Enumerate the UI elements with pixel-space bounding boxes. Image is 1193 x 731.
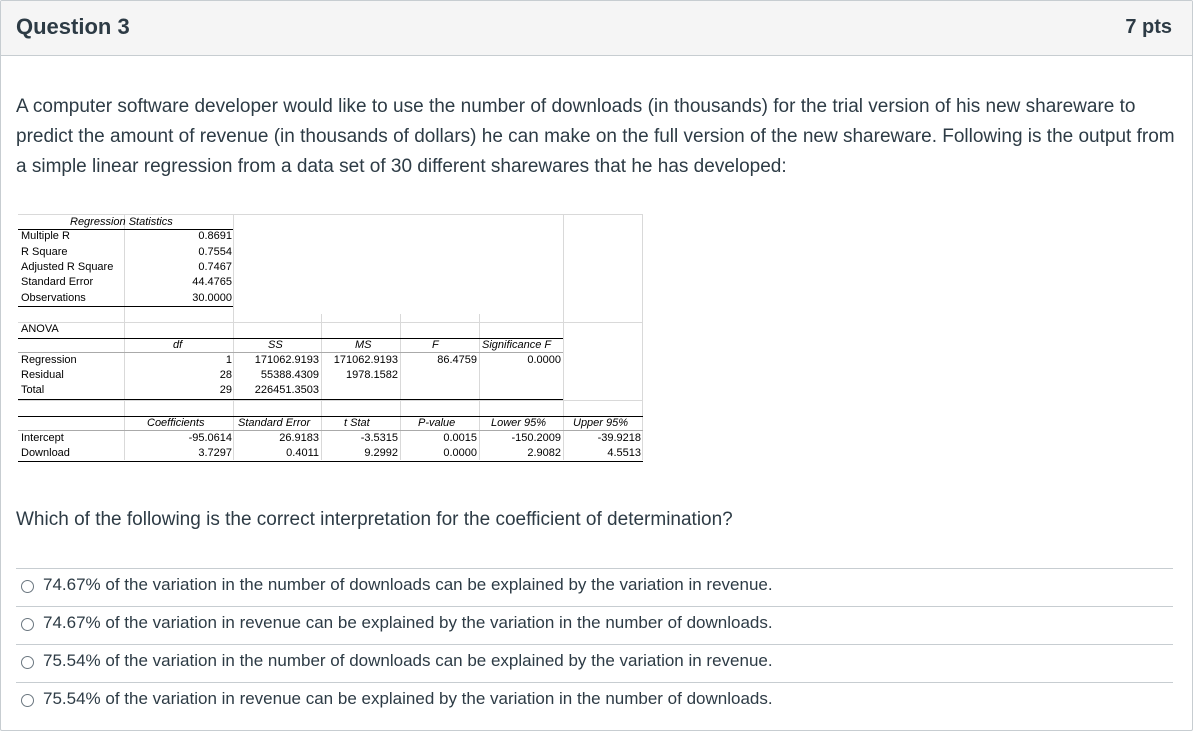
anova-row-label: Residual xyxy=(21,369,64,381)
answer-option[interactable] xyxy=(16,682,1173,720)
anova-cell-ms: 1978.1582 xyxy=(346,369,398,381)
question-prompt: Which of the following is the correct interpretation for the coefficient of determination? xyxy=(16,509,733,530)
coef-cell-p-value: 0.0015 xyxy=(443,432,477,444)
anova-cell-ss: 171062.9193 xyxy=(254,354,319,366)
coef-cell-t-stat: 9.2992 xyxy=(364,447,398,459)
stat-label: Adjusted R Square xyxy=(21,261,114,273)
stat-label: R Square xyxy=(21,246,68,258)
anova-header-ss: SS xyxy=(268,339,283,351)
coef-cell-upper-95: -39.9218 xyxy=(597,432,641,444)
stat-label: Observations xyxy=(21,292,86,304)
regression-output-table xyxy=(18,214,643,464)
anova-cell-df: 28 xyxy=(219,369,232,381)
anova-row-label: Regression xyxy=(21,354,77,366)
stat-value: 30.0000 xyxy=(192,292,232,304)
coef-row-label: Download xyxy=(21,447,70,459)
coef-header-p-value: P-value xyxy=(418,417,456,429)
anova-header-significance-f: Significance F xyxy=(482,339,552,351)
coef-cell-t-stat: -3.5315 xyxy=(360,432,398,444)
anova-cell-ss: 226451.3503 xyxy=(254,384,319,396)
coef-cell-standard-error: 26.9183 xyxy=(279,432,319,444)
anova-header-f: F xyxy=(432,339,439,351)
question-title: Question 3 xyxy=(16,14,130,39)
coef-header-upper-95: Upper 95% xyxy=(573,417,629,429)
anova-cell-f: 86.4759 xyxy=(437,354,477,366)
anova-cell-ms: 171062.9193 xyxy=(333,354,398,366)
stat-label: Multiple R xyxy=(21,230,70,242)
stat-label: Standard Error xyxy=(21,276,94,288)
stat-value: 0.7554 xyxy=(198,246,232,258)
coef-header-lower-95: Lower 95% xyxy=(491,417,547,429)
answer-label[interactable]: 74.67% of the variation in revenue can be explained by the variation in the number of downloads. xyxy=(43,613,773,632)
radio-button[interactable] xyxy=(21,656,34,669)
question-text: A computer software developer would like to use the number of downloads (in thousands) for the trial version of his new shareware to predict the amount of revenue (in thousands of dollars) he can make on the full version of the new shareware. Following is the output from a simple linear regression from a data set of 30 different sharewares that he has developed: xyxy=(16,96,1175,177)
coef-cell-coefficient: 3.7297 xyxy=(198,447,232,459)
coef-header-standard-error: Standard Error xyxy=(238,417,311,429)
radio-button[interactable] xyxy=(21,618,34,631)
coef-header-coefficients: Coefficients xyxy=(147,417,205,429)
stat-value: 0.7467 xyxy=(198,261,232,273)
answer-label[interactable]: 74.67% of the variation in the number of downloads can be explained by the variation in revenue. xyxy=(43,575,773,594)
anova-title: ANOVA xyxy=(21,323,59,335)
coef-cell-lower-95: -150.2009 xyxy=(511,432,561,444)
coef-row-label: Intercept xyxy=(21,432,64,444)
question-header xyxy=(1,1,1192,56)
coef-cell-p-value: 0.0000 xyxy=(443,447,477,459)
regression-statistics-title: Regression Statistics xyxy=(70,216,173,228)
anova-cell-df: 29 xyxy=(219,384,232,396)
anova-cell-ss: 55388.4309 xyxy=(260,369,319,381)
anova-header-ms: MS xyxy=(355,339,372,351)
answer-option[interactable] xyxy=(16,644,1173,682)
answer-option[interactable] xyxy=(16,606,1173,644)
stat-value: 44.4765 xyxy=(192,276,232,288)
anova-cell-df: 1 xyxy=(225,354,232,366)
anova-header-df: df xyxy=(173,339,183,351)
radio-button[interactable] xyxy=(21,580,34,593)
radio-button[interactable] xyxy=(21,694,34,707)
answer-list xyxy=(16,568,1173,720)
answer-option[interactable] xyxy=(16,568,1173,606)
coef-cell-standard-error: 0.4011 xyxy=(286,447,319,459)
coef-cell-coefficient: -95.0614 xyxy=(188,432,232,444)
stat-value: 0.8691 xyxy=(198,230,232,242)
answer-label[interactable]: 75.54% of the variation in the number of downloads can be explained by the variation in revenue. xyxy=(43,651,773,670)
coef-header-t-stat: t Stat xyxy=(344,417,370,429)
anova-cell-significance-f: 0.0000 xyxy=(527,354,561,366)
coef-cell-lower-95: 2.9082 xyxy=(527,447,561,459)
question-points: 7 pts xyxy=(1125,16,1172,38)
answer-label[interactable]: 75.54% of the variation in revenue can be explained by the variation in the number of downloads. xyxy=(43,689,773,708)
coef-cell-upper-95: 4.5513 xyxy=(607,447,641,459)
anova-row-label: Total xyxy=(21,384,45,396)
